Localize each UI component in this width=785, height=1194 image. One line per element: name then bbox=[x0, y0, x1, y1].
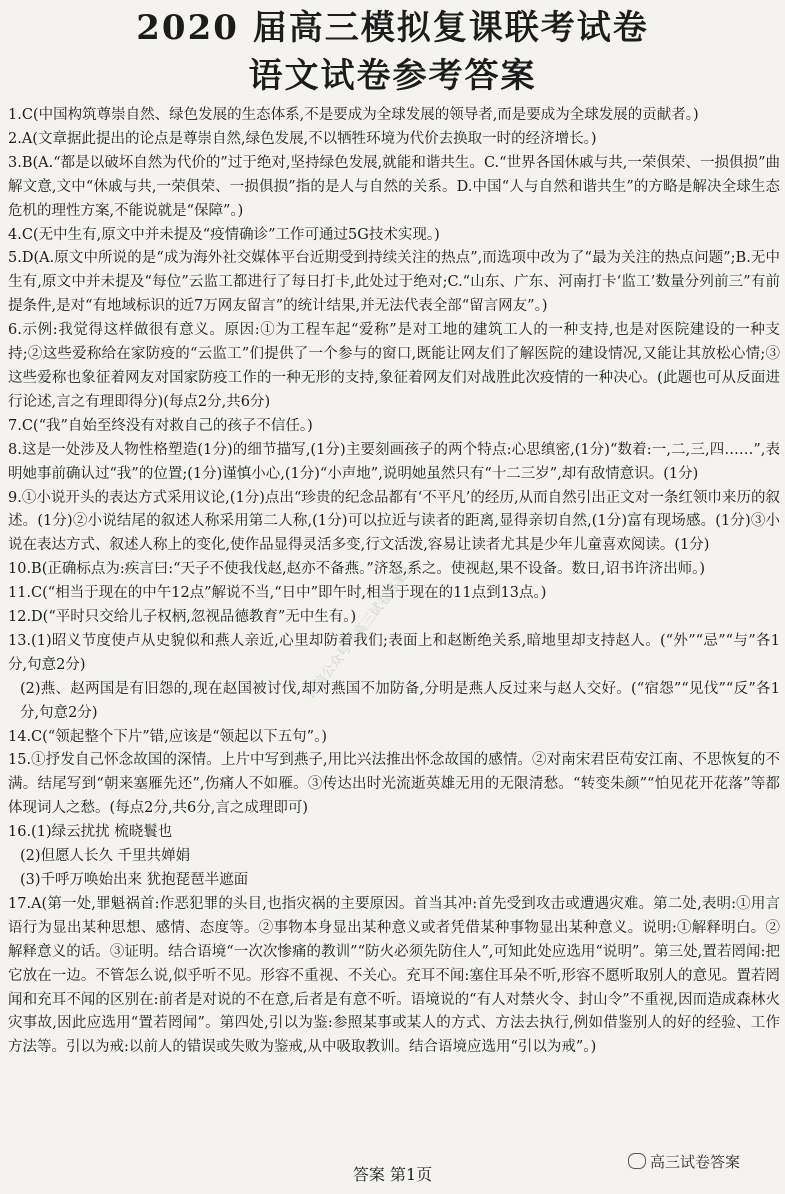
answer-item-5: 5.D(A.原文中所说的是“成为海外社交媒体平台近期受到持续关注的热点”,而选项中改为了“最为关注的热点问题”;B.无中生有,原文中并未提及“每位”云监工都进行了每日打卡,此处过于绝对;C.“山东、广东、河南打卡‘监工’数量分列前三”有前提条件,是对“有地域标识的近7万网友留言”的统计结果,并无法代表全部“留言网友”。) bbox=[8, 250, 780, 315]
answer-item-11: 11.C(“相当于现在的中午12点”解说不当,“日中”即午时,相当于现在的11点到13点。) bbox=[8, 585, 547, 602]
source-badge bbox=[628, 1150, 740, 1172]
page-subtitle: 语文试卷参考答案 bbox=[248, 56, 537, 96]
answer-item-7: 7.C(“我”自始至终没有对救自己的孩子不信任。) bbox=[8, 417, 313, 434]
answer-item-16: 16.(1)绿云扰扰 梳晓鬟也 bbox=[8, 824, 173, 841]
source-badge-label: 高三试卷答案 bbox=[650, 1152, 741, 1171]
page-title: 2020 届高三模拟复课联考试卷 bbox=[136, 8, 649, 48]
answer-item-2: 2.A(文章据此提出的论点是尊崇自然,绿色发展,不以牺牲环境为代价去换取一时的经济增长。) bbox=[8, 130, 597, 147]
answer-item-10: 10.B(正确标点为:疾言曰:“天子不使我伐赵,赵亦不备燕。”济怒,系之。使视赵,果不设备。数日,诏书许济出师。) bbox=[8, 561, 706, 578]
answer-item-1: 1.C(中国构筑尊崇自然、绿色发展的生态体系,不是要成为全球发展的领导者,而是要成为全球发展的贡献者。) bbox=[8, 107, 699, 123]
answer-item-3: 3.B(A.“都是以破坏自然为代价的”过于绝对,坚持绿色发展,就能和谐共生。C.“世界各国休戚与共,一荣俱荣、一损俱损”曲解文意,文中“休戚与共,一荣俱荣、一损俱损”指的是人与自然的关系。D.中国“人与自然和谐共生”的方略是解决全球生态危机的理性方案,不能说就是“保障”。) bbox=[8, 154, 780, 219]
page-footer: 答案 第1页 bbox=[352, 1165, 433, 1184]
answer-item-16-part-2: (2)但愿人长久 千里共婵娟 bbox=[20, 848, 191, 865]
answer-item-12: 12.D(“平时只交给儿子权柄,忽视品德教育”无中生有。) bbox=[8, 609, 357, 626]
answer-item-13: 13.(1)昭义节度使卢从史貌似和燕人亲近,心里却防着我们;表面上和赵断绝关系,暗地里却支持赵人。(“外”“忌”“与”各1分,句意2分) bbox=[8, 632, 780, 673]
answer-item-9: 9.①小说开头的表达方式采用议论,(1分)点出“珍贵的纪念品都有‘不平凡’的经历,从而自然引出正文对一条红领巾来历的叙述。(1分)②小说结尾的叙述人称采用第二人称,(1分)可以拉近与读者的距离,显得亲切自然,(1分)富有现场感。(1分)③小说在表达方式、叙述人称上的变化,使作品显得灵活多变,行文活泼,容易让读者尤其是少年儿童喜欢阅读。(1分) bbox=[8, 489, 780, 554]
answer-item-8: 8.这是一处涉及人物性格塑造(1分)的细节描写,(1分)主要刻画孩子的两个特点:心思缜密,(1分)“数着:一,二,三,四……”,表明她事前确认过“我”的位置;(1分)谨慎小心,(1分)“小声地”,说明她虽然只有“十二三岁”,却有敌情意识。(1分) bbox=[8, 441, 780, 482]
watermark-text: 微信公众号《高三试卷答案》 bbox=[303, 559, 420, 702]
answer-item-17: 17.A(第一处,罪魁祸首:作恶犯罪的头目,也指灾祸的主要原因。首当其冲:首先受到攻击或遭遇灾难。第二处,表明:①用言语行为显出某种思想、感情、态度等。②事物本身显出某种意义或者凭借某种事物显出某种意义。说明:①解释明白。②解释意义的话。③证明。结合语境“一次次惨痛的教训”“防火必须先防住人”,可知此处应选用“说明”。第三处,置若罔闻:把它放在一边。不管怎么说,似乎听不见。形容不重视、不关心。充耳不闻:塞住耳朵不听,形容不愿听取别人的意见。置若罔闻和充耳不闻的区别在:前者是对说的不在意,后者是有意不听。语境说的“有人对禁火令、封山令”不重视,因而造成森林火灾事故,因此应选用“置若罔闻”。第四处,引以为鉴:参照某事或某人的方式、方法去执行,例如借鉴别人的好的经验、工作方法等。引以为戒:以前人的错误或失败为鉴戒,从中吸取教训。结合语境应选用“引以为戒”。) bbox=[8, 895, 780, 1056]
answer-item-14: 14.C(“领起整个下片”错,应该是“领起以下五句”。) bbox=[8, 728, 327, 745]
answer-item-13-part-2: (2)燕、赵两国是有旧怨的,现在赵国被讨伐,却对燕国不加防备,分明是燕人反过来与赵人交好。(“宿怨”“见伐”“反”各1分,句意2分) bbox=[20, 680, 780, 721]
answer-item-16-part-3: (3)千呼万唤始出来 犹抱琵琶半遮面 bbox=[20, 872, 249, 888]
answer-item-15: 15.①抒发自己怀念故国的深情。上片中写到燕子,用比兴法推出怀念故国的感情。②对南宋君臣苟安江南、不思恢复的不满。结尾写到“朝来塞雁先还”,伤痛人不如雁。③传达出时光流逝英雄无用的无限清愁。“转变朱颜”“怕见花开花落”等都体现词人之愁。(每点2分,共6分,言之成理即可) bbox=[8, 752, 780, 817]
answer-item-4: 4.C(无中生有,原文中并未提及“疫情确诊”工作可通过5G技术实现。) bbox=[8, 226, 440, 243]
answer-item-6: 6.示例:我觉得这样做很有意义。原因:①为工程车起“爱称”是对工地的建筑工人的一种支持,也是对医院建设的一种支持;②这些爱称给在家防疫的“云监工”们提供了一个参与的窗口,既能让网友们了解医院的建设情况,又能让其放松心情;③这些爱称也象征着网友对国家防疫工作的一种无形的支持,象征着网友们对战胜此次疫情的一种决心。(此题也可从反面进行论述,言之有理即得分)(每点2分,共6分) bbox=[8, 322, 780, 410]
wechat-icon bbox=[628, 1153, 646, 1169]
